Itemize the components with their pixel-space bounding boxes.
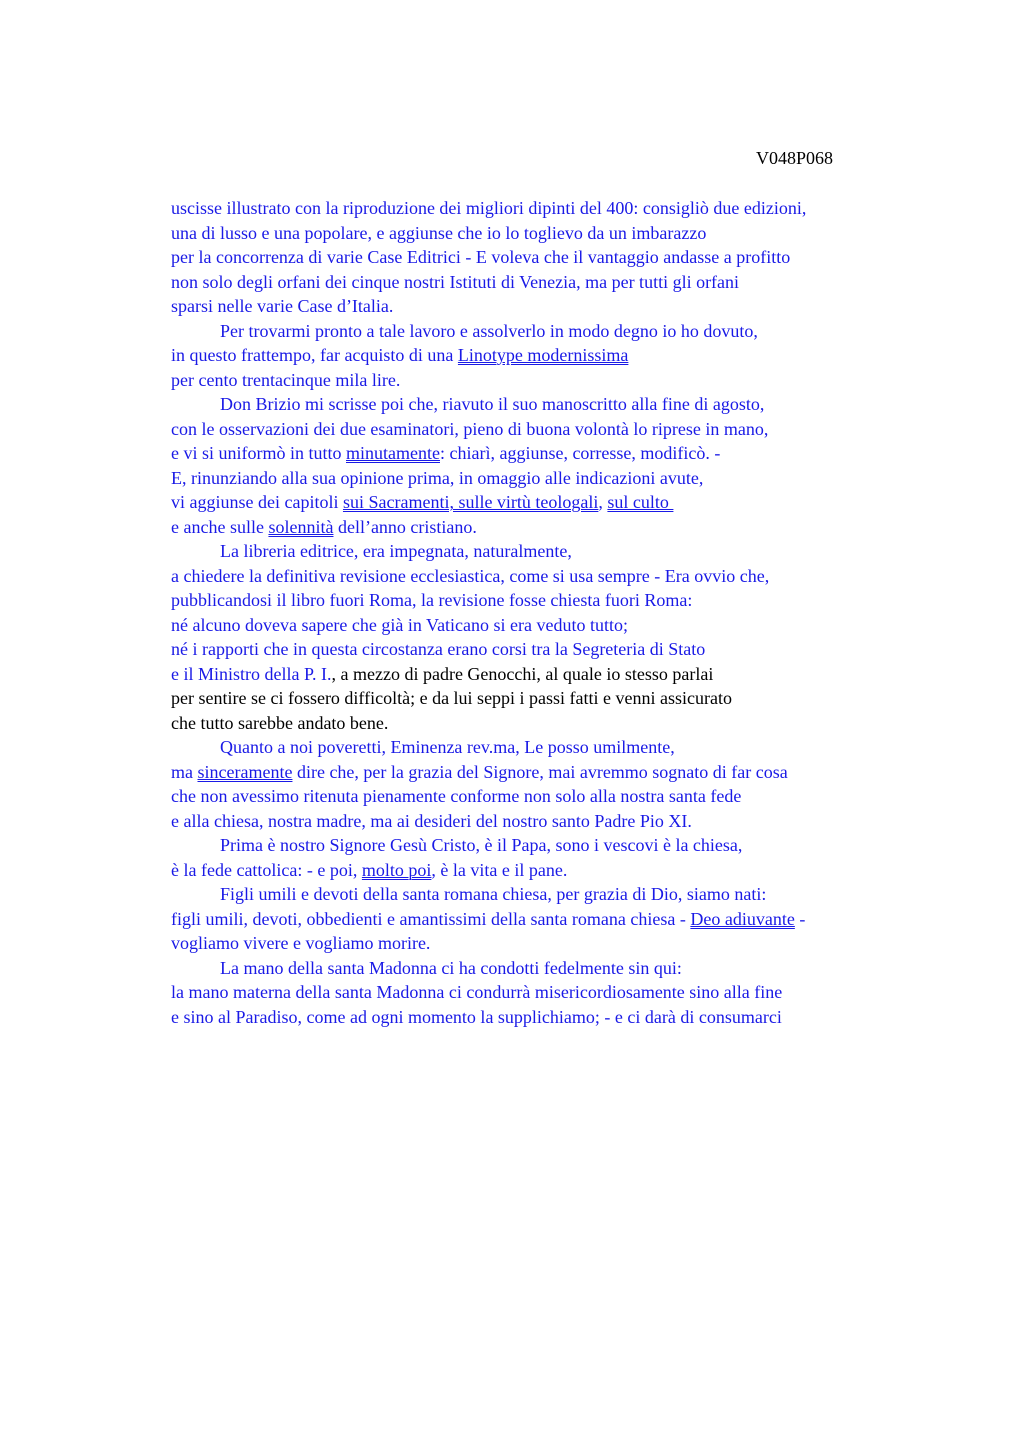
text-line: ma sinceramente dire che, per la grazia del Signore, mai avremmo sognato di far cosa [171,761,788,782]
letter-body [171,196,1011,1029]
paragraph-start-line: Figli umili e devoti della santa romana chiesa, per grazia di Dio, siamo nati: [220,884,767,904]
text-line: con le osservazioni dei due esaminatori, pieno di buona volontà lo riprese in mano, [171,418,769,439]
underlined-text: molto poi [361,859,432,880]
text-line: a chiedere la definitiva revisione ecclesiastica, come si usa sempre - Era ovvio che, [171,565,770,586]
text-line: e alla chiesa, nostra madre, ma ai desideri del nostro santo Padre Pio XI. [171,810,692,831]
paragraph-start-line: Don Brizio mi scrisse poi che, riavuto il suo manoscritto alla fine di agosto, [220,394,765,414]
text-line: vogliamo vivere e vogliamo morire. [171,933,431,953]
text-line: la mano materna della santa Madonna ci condurrà misericordiosamente sino alla fine [171,982,783,1002]
paragraph-start-line: La mano della santa Madonna ci ha condotti fedelmente sin qui: [220,957,682,978]
text-line: è la fede cattolica: - e poi, molto poi, è la vita e il pane. [171,859,568,880]
underlined-text: minutamente [346,443,440,463]
text-line: sparsi nelle varie Case d’Italia. [171,296,394,316]
text-line: in questo frattempo, far acquisto di una Linotype modernissima [171,345,629,365]
text-line: pubblicandosi il libro fuori Roma, la revisione fosse chiesta fuori Roma: [171,590,693,610]
text-line: vi aggiunse dei capitoli sui Sacramenti, sulle virtù teologali, sul culto [171,492,674,512]
paragraph-start-line: Prima è nostro Signore Gesù Cristo, è il Papa, sono i vescovi è la chiesa, [220,835,743,855]
paragraph-start-line: La libreria editrice, era impegnata, naturalmente, [220,541,572,561]
paragraph-start-line: Quanto a noi poveretti, Eminenza rev.ma, Le posso umilmente, [220,737,675,757]
text-line: e vi si uniformò in tutto minutamente: chiarì, aggiunse, corresse, modificò. - [171,443,721,463]
underlined-text: Linotype modernissima [457,345,629,365]
text-line: che non avessimo ritenuta pienamente conforme non solo alla nostra santa fede [171,786,742,806]
text-line: e anche sulle solennità dell’anno cristiano. [171,516,477,537]
paragraph-start-line: Per trovarmi pronto a tale lavoro e assolverlo in modo degno io ho dovuto, [220,320,758,341]
page-id: V048P068 [756,148,834,168]
text-line: e il Ministro della P. I., a mezzo di padre Genocchi, al quale io stesso parlai [171,663,714,684]
underlined-text: Deo adiuvante [690,908,795,929]
text-line: E, rinunziando alla sua opinione prima, in omaggio alle indicazioni avute, [171,467,704,488]
text-line: per sentire se ci fossero difficoltà; e da lui seppi i passi fatti e venni assicurato [171,688,732,708]
underlined-text: sul culto [607,492,674,512]
text-line: per cento trentacinque mila lire. [171,369,401,390]
underlined-text: sui Sacramenti, sulle virtù teologali [342,492,599,512]
underlined-text: sinceramente [197,761,293,782]
text-line: che tutto sarebbe andato bene. [171,712,389,733]
underlined-text: solennità [268,516,334,537]
text-line: una di lusso e una popolare, e aggiunse che io lo toglievo da un imbarazzo [171,222,707,243]
text-line: per la concorrenza di varie Case Editrici - E voleva che il vantaggio andasse a profitto [171,247,791,267]
text-line: e sino al Paradiso, come ad ogni momento la supplichiamo; - e ci darà di consumarci [171,1006,782,1027]
text-line: figli umili, devoti, obbedienti e amantissimi della santa romana chiesa - Deo adiuvante - [171,908,806,929]
text-line: non solo degli orfani dei cinque nostri Istituti di Venezia, ma per tutti gli orfani [171,271,740,292]
text-line: né alcuno doveva sapere che già in Vaticano si era veduto tutto; [171,614,629,635]
text-line: né i rapporti che in questa circostanza erano corsi tra la Segreteria di Stato [171,639,706,659]
text-line: uscisse illustrato con la riproduzione dei migliori dipinti del 400: consigliò due edizioni, [171,198,807,218]
